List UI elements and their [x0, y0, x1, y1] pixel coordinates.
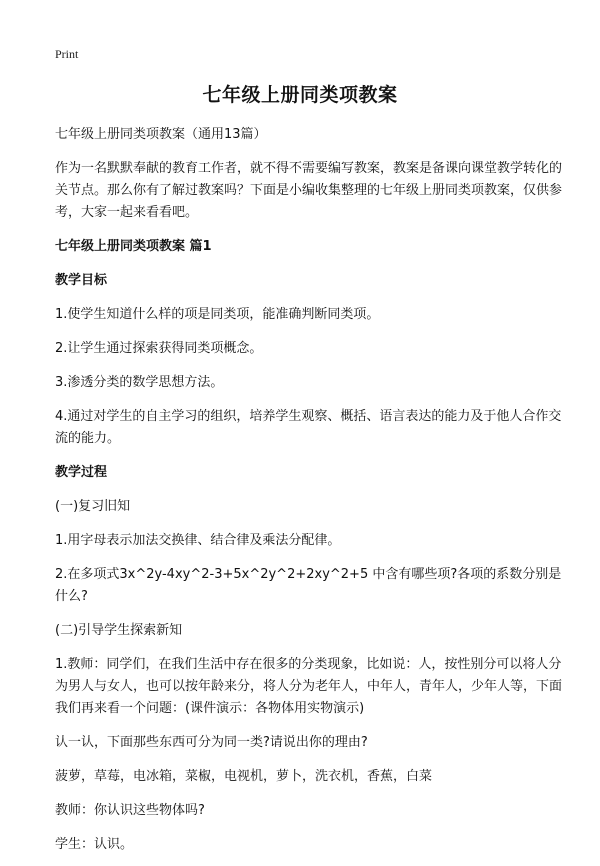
heading-teaching-goals: 教学目标	[55, 273, 108, 288]
items-list: 菠萝，草莓，电冰箱，菜椒，电视机，萝卜，洗衣机，香蕉，白菜	[55, 769, 433, 784]
student-answer: 学生：认识。	[55, 837, 134, 852]
subheading-review: (一)复习旧知	[55, 499, 131, 514]
page-title: 七年级上册同类项教案	[202, 84, 398, 106]
review-item-1: 1.用字母表示加法交换律、结合律及乘法分配律。	[55, 533, 341, 548]
teacher-question: 教师：你认识这些物体吗?	[55, 803, 205, 818]
section-title-part1: 七年级上册同类项教案 篇1	[55, 239, 212, 254]
guide-item-1: 1.教师：同学们，在我们生活中存在很多的分类现象，比如说：人，按性别分可以将人分为男人与女人，也可以按年龄来分，将人分为老年人，中年人，青年人，少年人等，下面我们再来看一个问题：(课件演示：各物体用实物演示)	[55, 657, 563, 716]
recognize-question: 认一认，下面那些东西可分为同一类?请说出你的理由?	[55, 735, 368, 750]
article-body	[55, 124, 567, 866]
goal-item-2: 2.让学生通过探索获得同类项概念。	[55, 341, 263, 356]
heading-teaching-process: 教学过程	[55, 465, 108, 480]
goal-item-4: 4.通过对学生的自主学习的组织，培养学生观察、概括、语言表达的能力及于他人合作交流的能力。	[55, 409, 562, 446]
intro-paragraph: 作为一名默默奉献的教育工作者，就不得不需要编写教案，教案是备课向课堂教学转化的关节点。那么你有了解过教案吗？下面是小编收集整理的七年级上册同类项教案，仅供参考，大家一起来看看吧。	[55, 161, 563, 220]
goal-item-1: 1.使学生知道什么样的项是同类项，能准确判断同类项。	[55, 307, 380, 322]
subheading-guide: (二)引导学生探索新知	[55, 623, 183, 638]
review-item-2: 2.在多项式3x^2y-4xy^2-3+5x^2y^2+2xy^2+5 中含有哪些项?各项的系数分别是什么?	[55, 567, 562, 604]
article-subtitle: 七年级上册同类项教案（通用13篇）	[55, 127, 267, 142]
goal-item-3: 3.渗透分类的数学思想方法。	[55, 375, 224, 390]
print-link[interactable]: Print	[55, 47, 79, 61]
